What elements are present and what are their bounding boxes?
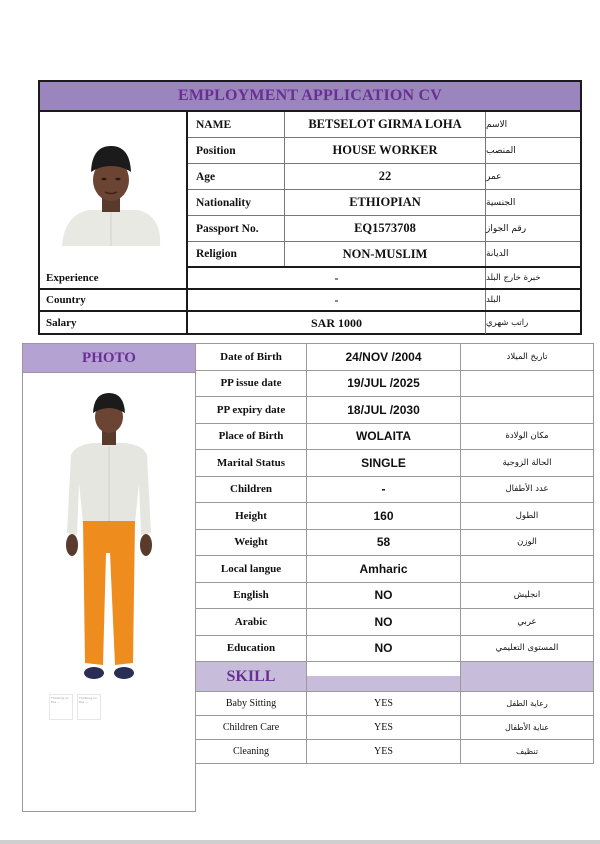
profile-arabic-label: رقم الجواز: [486, 223, 527, 234]
detail-arabic-label: عربي: [517, 616, 537, 627]
detail-row-weight: [196, 530, 593, 557]
profile-row-salary: [40, 312, 580, 334]
detail-row-marital-status: [196, 450, 593, 477]
profile-arabic-label: خبرة خارج البلد: [486, 273, 541, 283]
detail-label: PP expiry date: [196, 397, 307, 423]
profile-row-religion: [188, 242, 580, 268]
detail-row-arabic: [196, 609, 593, 636]
profile-value-name: BETSELOT GIRMA LOHA: [285, 112, 486, 137]
detail-row-english: [196, 583, 593, 610]
personal-details-table: [196, 343, 594, 764]
skill-arabic-label: رعاية الطفل: [506, 699, 548, 708]
detail-value: NO: [307, 583, 461, 609]
skill-section-title: SKILL: [196, 662, 307, 691]
photo-section-title: PHOTO: [23, 344, 195, 373]
detail-arabic-label: الطول: [515, 510, 539, 521]
profile-arabic-label: عمر: [486, 171, 502, 182]
detail-arabic-label: مكان الولادة: [505, 431, 549, 442]
skill-header-spacer: [461, 662, 593, 691]
profile-value-salary: SAR 1000: [188, 312, 486, 334]
profile-arabic-label: البلد: [486, 295, 501, 305]
detail-row-pp-expiry-date: [196, 397, 593, 424]
detail-arabic-label: المستوى التعليمي: [495, 643, 559, 654]
portrait-photo: [40, 112, 188, 268]
detail-row-children: [196, 477, 593, 504]
skill-value: YES: [307, 740, 461, 763]
detail-value: 24/NOV /2004: [307, 344, 461, 370]
profile-grid: [188, 112, 580, 268]
detail-value: 19/JUL /2025: [307, 371, 461, 397]
skill-label: Cleaning: [196, 740, 307, 763]
skill-row-children-care: [196, 716, 593, 740]
detail-row-local-language: [196, 556, 593, 583]
profile-label: NAME: [188, 112, 285, 137]
detail-label: Children: [196, 477, 307, 503]
profile-label: Salary: [40, 312, 188, 334]
detail-arabic-label: الحالة الزوجية: [502, 457, 552, 468]
profile-arabic-label: الديانة: [486, 249, 509, 259]
profile-label: Country: [40, 290, 188, 310]
profile-row-passport: [188, 216, 580, 242]
applicant-summary-table: [38, 80, 582, 335]
detail-arabic-label: [461, 371, 593, 397]
detail-row-date-of-birth: [196, 344, 593, 371]
profile-arabic-label: المنصب: [486, 145, 516, 156]
detail-value: NO: [307, 636, 461, 662]
profile-row-position: [188, 138, 580, 164]
profile-label: Age: [188, 164, 285, 189]
full-body-photo-panel: [22, 343, 196, 812]
detail-value: -: [307, 477, 461, 503]
detail-label: Local langue: [196, 556, 307, 582]
profile-arabic-label: الجنسية: [486, 197, 516, 208]
detail-row-place-of-birth: [196, 424, 593, 451]
detail-label: Date of Birth: [196, 344, 307, 370]
profile-value-position: HOUSE WORKER: [285, 138, 486, 163]
detail-row-education: [196, 636, 593, 663]
detail-label: Weight: [196, 530, 307, 556]
document-title: EMPLOYMENT APPLICATION CV: [40, 82, 580, 112]
detail-label: Education: [196, 636, 307, 662]
profile-value-age: 22: [285, 164, 486, 189]
skill-value: YES: [307, 716, 461, 739]
profile-row-age: [188, 164, 580, 190]
profile-label: Religion: [188, 242, 285, 266]
detail-label: Arabic: [196, 609, 307, 635]
skill-arabic-label: تنظيف: [516, 747, 538, 756]
detail-value: 58: [307, 530, 461, 556]
skill-arabic-label: عناية الأطفال: [504, 723, 550, 732]
profile-arabic-label: راتب شهري: [486, 318, 529, 328]
profile-value-country: -: [188, 290, 486, 310]
image-thumbnail[interactable]: Thinking on the ...: [49, 694, 73, 720]
detail-label: PP issue date: [196, 371, 307, 397]
profile-label: Position: [188, 138, 285, 163]
profile-row-country: [40, 290, 580, 312]
detail-value: NO: [307, 609, 461, 635]
skill-value: YES: [307, 692, 461, 715]
profile-label: Passport No.: [188, 216, 285, 241]
detail-value: WOLAITA: [307, 424, 461, 450]
image-thumbnail[interactable]: Thinking on the ...: [77, 694, 101, 720]
profile-value-experience: -: [188, 268, 486, 288]
profile-row-experience: [40, 268, 580, 290]
detail-arabic-label: الوزن: [517, 537, 537, 548]
skill-row-baby-sitting: [196, 692, 593, 716]
skill-row-cleaning: [196, 740, 593, 764]
skill-section-header: [196, 662, 593, 692]
full-body-image: [23, 373, 195, 703]
profile-value-passport: EQ1573708: [285, 216, 486, 241]
experience-grid: [40, 268, 580, 334]
page-bottom-edge: [0, 840, 600, 844]
detail-label: Marital Status: [196, 450, 307, 476]
profile-arabic-label: الاسم: [486, 119, 508, 130]
profile-label: Experience: [40, 268, 188, 288]
skill-label: Children Care: [196, 716, 307, 739]
detail-row-height: [196, 503, 593, 530]
profile-label: Nationality: [188, 190, 285, 215]
portrait-image: [40, 112, 186, 266]
profile-row-name: [188, 112, 580, 138]
detail-arabic-label: [461, 397, 593, 423]
detail-arabic-label: عدد الأطفال: [505, 484, 549, 495]
detail-row-pp-issue-date: [196, 371, 593, 398]
detail-label: English: [196, 583, 307, 609]
detail-arabic-label: [461, 556, 593, 582]
skill-label: Baby Sitting: [196, 692, 307, 715]
image-thumbnails: [49, 694, 101, 720]
detail-arabic-label: تاريخ الميلاد: [506, 351, 548, 362]
skill-header-spacer: [307, 662, 461, 691]
profile-row-nationality: [188, 190, 580, 216]
detail-value: 160: [307, 503, 461, 529]
detail-value: Amharic: [307, 556, 461, 582]
detail-value: 18/JUL /2030: [307, 397, 461, 423]
detail-value: SINGLE: [307, 450, 461, 476]
detail-label: Place of Birth: [196, 424, 307, 450]
detail-label: Height: [196, 503, 307, 529]
profile-value-religion: NON-MUSLIM: [285, 242, 486, 266]
profile-value-nationality: ETHIOPIAN: [285, 190, 486, 215]
detail-arabic-label: انجليش: [513, 590, 541, 601]
